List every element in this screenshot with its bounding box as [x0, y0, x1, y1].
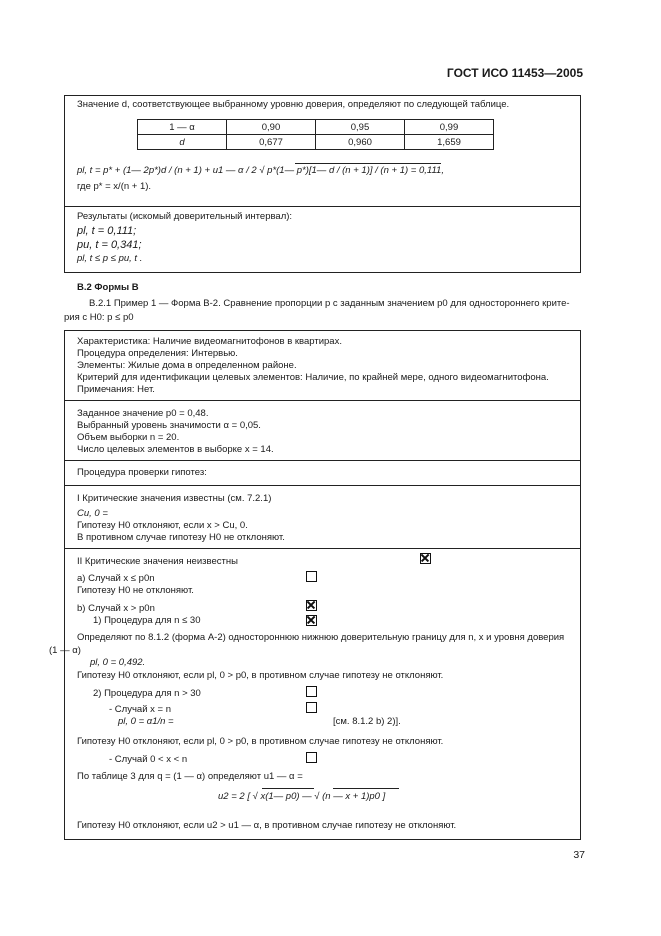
checkbox-case-a[interactable]	[306, 571, 317, 582]
table-row	[138, 120, 494, 135]
table-cell: 0,90	[227, 120, 316, 135]
b1-text-2: (1 — α)	[49, 645, 81, 656]
checkbox-procedure-b2[interactable]	[306, 686, 317, 697]
known-line: Гипотезу H0 отклоняют, если x > Cu, 0.	[77, 520, 248, 531]
b2-formula: pl, 0 = α1/n =	[118, 716, 174, 727]
table3-line: По таблице 3 для q = (1 — α) определяют u1 — α =	[77, 771, 303, 782]
table-cell: 1 — α	[138, 120, 227, 135]
procedure-title: Процедура проверки гипотез:	[77, 467, 207, 478]
sqrt-bar	[262, 788, 314, 800]
b2-case-2: - Случай 0 < x < n	[109, 754, 188, 765]
char-line: Элементы: Жилые дома в определенном районе.	[77, 360, 297, 371]
d-table	[137, 119, 494, 150]
table-row	[138, 135, 494, 150]
unknown-title: II Критические значения неизвестны	[77, 556, 238, 567]
section-intro-2: рия с H0: p ≤ p0	[64, 312, 134, 323]
char-line: Примечания: Нет.	[77, 384, 155, 395]
char-line: Критерий для идентификации целевых элементов: Наличие, по крайней мере, одного видеомагнитофона.	[77, 372, 549, 383]
b1-value: pl, 0 = 0,492.	[90, 657, 146, 668]
table-cell: 0,99	[405, 120, 494, 135]
table-cell: 1,659	[405, 135, 494, 150]
known-line: Cu, 0 =	[77, 508, 108, 519]
table-cell: 0,960	[316, 135, 405, 150]
formula-where: где p* = x/(n + 1).	[77, 181, 152, 192]
char-line: Процедура определения: Интервью.	[77, 348, 238, 359]
case-a: a) Случай x ≤ p0n	[77, 573, 155, 584]
known-line: В противном случае гипотезу H0 не отклоняют.	[77, 532, 285, 543]
known-title: I Критические значения известны (см. 7.2.1)	[77, 493, 272, 504]
table-cell: 0,677	[227, 135, 316, 150]
char-line: Характеристика: Наличие видеомагнитофонов в квартирах.	[77, 336, 342, 347]
section-intro-1: B.2.1 Пример 1 — Форма B-2. Сравнение пропорции p с заданным значением p0 для одностороннего крите-	[89, 298, 570, 309]
result-upper: pu, t = 0,341;	[77, 239, 142, 251]
param-line: Заданное значение p0 = 0,48.	[77, 408, 209, 419]
sqrt-bar	[333, 788, 399, 800]
checkbox-b2-case-1[interactable]	[306, 702, 317, 713]
b1-text: Определяют по 8.1.2 (форма A-2) одностороннюю нижнюю доверительную границу для n, x и уровня доверия	[77, 632, 565, 643]
procedure-b2: 2) Процедура для n > 30	[93, 688, 201, 699]
document-header: ГОСТ ИСО 11453—2005	[446, 66, 583, 80]
param-line: Объем выборки n = 20.	[77, 432, 180, 443]
b1-result: Гипотезу H0 отклоняют, если pl, 0 > p0, в противном случае гипотезу не отклоняют.	[77, 670, 444, 681]
param-line: Число целевых элементов в выборке x = 14.	[77, 444, 274, 455]
table-cell: 0,95	[316, 120, 405, 135]
param-line: Выбранный уровень значимости α = 0,05.	[77, 420, 261, 431]
sqrt-bar	[295, 163, 441, 175]
form-divider	[64, 460, 581, 461]
result-lower: pl, t = 0,111;	[77, 225, 137, 237]
checkbox-unknown[interactable]	[420, 553, 431, 564]
section-title: B.2 Формы B	[77, 282, 139, 293]
procedure-b1: 1) Процедура для n ≤ 30	[93, 615, 201, 626]
page-number: 37	[573, 849, 585, 861]
case-a-result: Гипотезу H0 не отклоняют.	[77, 585, 194, 596]
b2-result: Гипотезу H0 отклоняют, если pl, 0 > p0, в противном случае гипотезу не отклоняют.	[77, 736, 444, 747]
checkbox-procedure-b1[interactable]	[306, 615, 317, 626]
result-interval: pl, t ≤ p ≤ pu, t .	[77, 253, 143, 264]
form-divider	[64, 485, 581, 486]
results-title: Результаты (искомый доверительный интервал):	[77, 211, 293, 222]
table-cell: d	[138, 135, 227, 150]
top-box-divider	[64, 206, 581, 207]
intro-text: Значение d, соответствующее выбранному уровню доверия, определяют по следующей таблице.	[77, 99, 510, 110]
b2-reference: [см. 8.1.2 b) 2)].	[333, 716, 401, 727]
formula-pl-t: pl, t = p* + (1— 2p*)d / (n + 1) + u1 — α / 2 √ p*(1— p*)[1— d / (n + 1)] / (n + 1) = 0,111,	[77, 165, 444, 176]
final-line: Гипотезу H0 отклоняют, если u2 > u1 — α, в противном случае гипотезу не отклоняют.	[77, 820, 457, 831]
checkbox-b2-case-2[interactable]	[306, 752, 317, 763]
checkbox-case-b[interactable]	[306, 600, 317, 611]
case-b: b) Случай x > p0n	[77, 603, 155, 614]
form-divider	[64, 548, 581, 549]
u2-formula: u2 = 2 [ √ x(1— p0) — √ (n — x + 1)p0 ]	[218, 791, 386, 802]
b2-case-1: - Случай x = n	[109, 704, 171, 715]
form-divider	[64, 400, 581, 401]
